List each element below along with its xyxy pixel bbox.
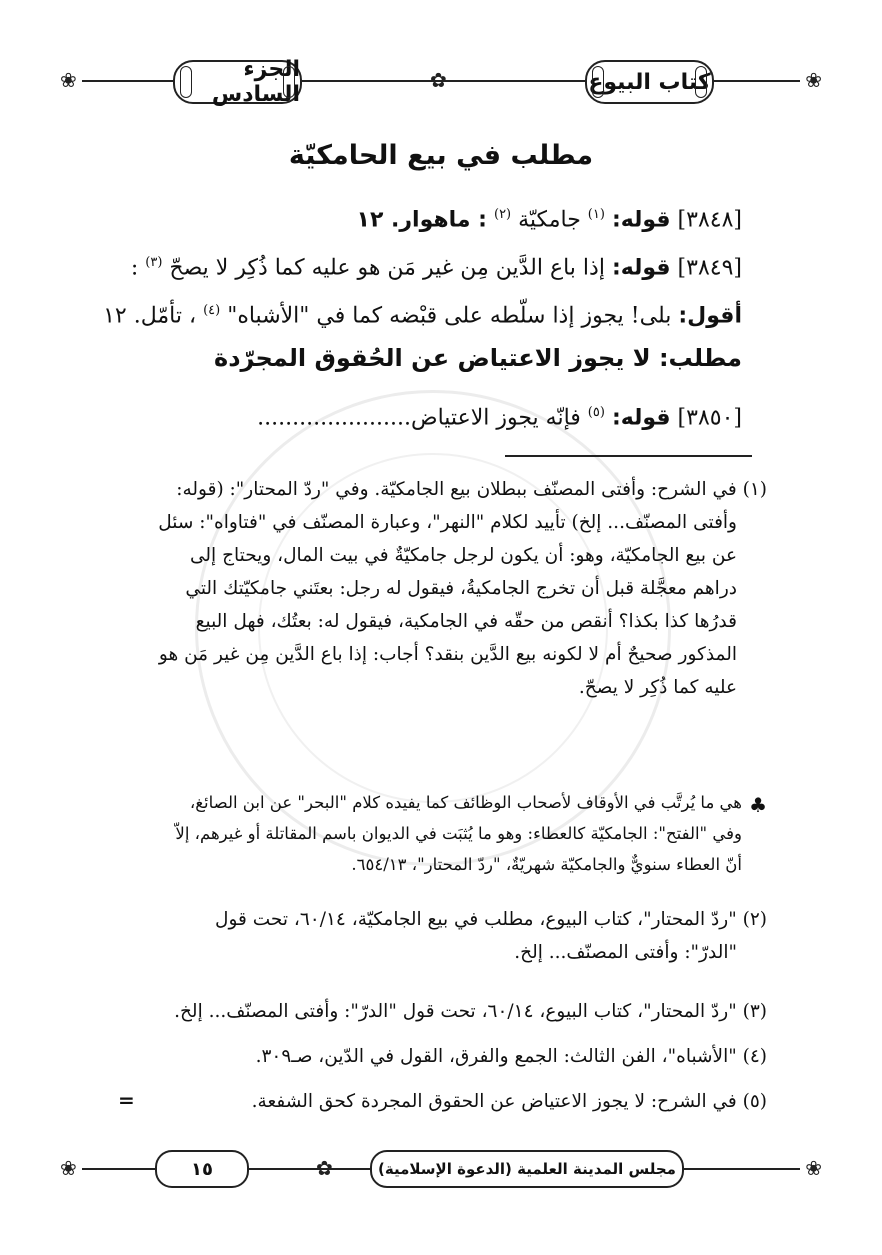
entry-tail: ، تأمّل. ١٢ [103,303,197,329]
main-line-3850 [110,396,742,435]
entry-label: قوله: [611,255,671,281]
ornament-icon: ❀ [60,68,77,92]
section-title: مطلب في بيع الحامكيّة [288,140,594,171]
header-left-title: الجزء السادس [173,60,302,104]
footnote-line: (٤) "الأشباه"، الفن الثالث: الجمع والفرق، القول في الدّين، صـ٣٠٩. [255,1046,767,1067]
ornament-icon: ❀ [60,1156,77,1180]
footnote-marker: (٥) [587,405,605,420]
footnote-3 [105,995,767,1028]
ornament-icon: ❀ [805,1156,822,1180]
footnote-5 [160,1085,767,1118]
publisher-name: مجلس المدينة العلمية (الدعوة الإسلامية) [370,1150,684,1188]
footnote-line: أنّ العطاء سنويٌّ والجامكيّة شهريّةٌ، "ردّ المحتار"، ٦٥٤/١٣. [351,855,742,874]
footnote-2 [105,903,767,969]
footnote-marker: (١) [587,207,605,222]
entry-number: [٣٨٤٨] [677,207,742,233]
footnote-club [100,787,742,880]
entry-tail: : ماهوار. ١٢ [356,207,487,233]
entry-text: فإنّه يجوز الاعتياض...................... [257,405,581,431]
entry-label: قوله: [611,207,671,233]
footnote-line: (٥) في الشرح: لا يجوز الاعتياض عن الحقوق المجردة كحق الشفعة. [251,1091,767,1112]
footnote-line: وفي "الفتح": الجامكيّة كالعطاء: وهو ما يُثبَت في الديوان باسم المقاتلة أو غيرهم، إلاّ [175,824,742,843]
entry-text: بلى! يجوز إذا سلّطه على قبْضه كما في "الأشباه" [227,303,672,329]
subtitle: مطلب: لا يجوز الاعتياض عن الحُقوق المجرّدة [214,344,742,372]
footnote-line: (١) في الشرح: وأفتى المصنّف ببطلان بيع الجامكيّة. وفي "ردّ المحتار": (قوله: [176,479,767,500]
entry-text: إذا باع الدَّين مِن غير مَن هو عليه كما ذُكِر لا يصحّ [169,255,605,281]
footnote-line: قدرُها كذا بكذا؟ أنقص من حقّه في الجامكية، فيقول له: بعتُك، فهل البيع [195,611,737,632]
ornament-icon: ✿ [316,1156,333,1180]
footnote-4 [105,1040,767,1073]
footnote-marker: (٣) [145,255,163,270]
footnote-line: "الدرّ": وأفتى المصنّف... إلخ. [514,942,737,963]
main-line-3849 [110,246,742,285]
continuation-mark: = [118,1088,135,1112]
footnote-line: وأفتى المصنّف... إلخ) تأييد لكلام "النهر"، وعبارة المصنّف في "فتاواه": سئل [158,512,737,533]
entry-number: [٣٨٥٠] [677,405,742,431]
footnote-line: عن بيع الجامكيّة، وهو: أن يكون لرجل جامكيّةٌ في بيت المال، ويحتاج إلى [190,545,737,566]
footnote-marker: (٤) [203,303,221,318]
footnote-1 [105,473,767,704]
header-right-title: كتاب البيوع [585,60,714,104]
footnote-line: المذكور صحيحٌ أم لا لكونه بيع الدَّين بنقد؟ أجاب: إذا باع الدَّين مِن غير مَن هو [158,644,737,665]
entry-tail: : [130,255,139,281]
ornament-icon: ✿ [430,68,447,92]
entry-text: جامكيّة [518,207,581,233]
page-number: ١٥ [155,1150,249,1188]
ornament-icon: ❀ [805,68,822,92]
footnote-separator [505,455,752,457]
main-line-comment [103,294,742,333]
entry-number: [٣٨٤٩] [677,255,742,281]
footnote-line: (٢) "ردّ المحتار"، كتاب البيوع، مطلب في بيع الجامكيّة، ٦٠/١٤، تحت قول [215,909,767,930]
footnote-line: دراهم معجَّلة قبل أن تخرج الجامكيةُ، فيقول له رجل: بعتَني جامكيّتك التي [185,578,737,599]
club-icon: ♣ [749,793,767,817]
main-line-3848 [110,198,742,237]
footnote-line: (٣) "ردّ المحتار"، كتاب البيوع، ٦٠/١٤، تحت قول "الدرّ": وأفتى المصنّف... إلخ. [174,1001,767,1022]
entry-label: أقول: [678,303,742,329]
footnote-line: هي ما يُرتَّب في الأوقاف لأصحاب الوظائف كما يفيده كلام "البحر" عن ابن الصائغ، [189,793,742,812]
footnote-marker: (٢) [493,207,512,222]
entry-label: قوله: [611,405,671,431]
footnote-line: عليه كما ذُكِر لا يصحّ. [578,677,737,698]
